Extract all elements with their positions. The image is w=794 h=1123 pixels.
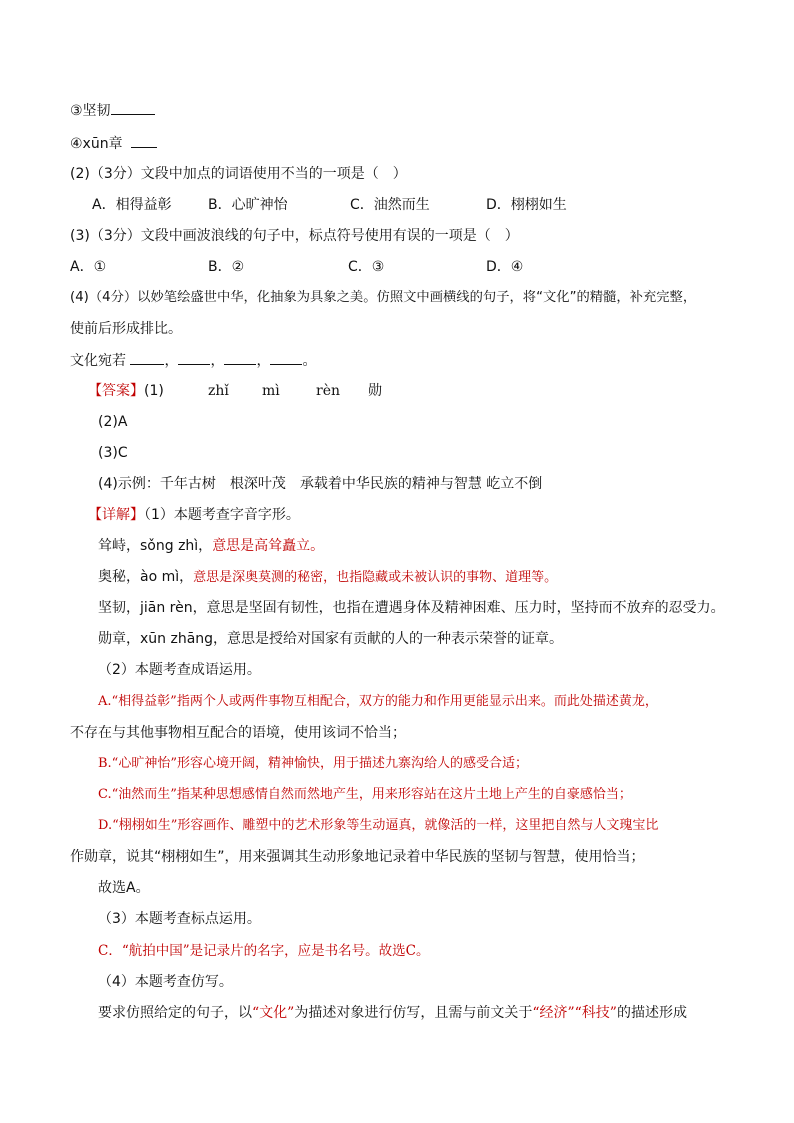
answer-1-value-3: rèn <box>316 383 340 399</box>
q3-option-a: A．① <box>70 259 107 275</box>
q4-stem: (4)（4分）以妙笔绘盛世中华，化抽象为具象之美。仿照文中画横线的句子，将“文化”的精髓，补充完整， <box>70 290 697 305</box>
comma: ， <box>164 353 179 369</box>
part-4-text-a: 要求仿照给定的句子，以 <box>98 1005 252 1021</box>
part-4-text <box>98 1003 687 1023</box>
detail-tag: 【详解】 <box>88 507 144 523</box>
q1-item-3-label: ③坚韧 <box>70 103 111 119</box>
answer-1-value-4: 勋 <box>368 383 382 399</box>
part-2-a: A.“相得益彰”指两个人或两件事物互相配合，双方的能力和作用更能显示出来。而此处描述黄龙， <box>98 694 658 709</box>
part-3-intro: （3）本题考查标点运用。 <box>98 911 261 927</box>
q2-option-b: B．心旷神怡 <box>208 197 288 213</box>
answer-blank[interactable] <box>131 133 157 148</box>
part-4-text-b: “文化” <box>252 1005 295 1021</box>
part-2-conclusion: 故选A。 <box>98 880 150 896</box>
part-4-text-e: 的描述形成 <box>616 1005 687 1021</box>
q4-fill-prefix: 文化宛若 <box>70 353 126 369</box>
q1-item-4 <box>70 133 157 154</box>
part-2-b: B.“心旷神怡”形容心境开阔，精神愉快，用于描述九寨沟给人的感受合适； <box>98 756 528 771</box>
detail-3: 坚韧，jiān rèn，意思是坚固有韧性，也指在遭遇身体及精神困难、压力时，坚持而不放弃的忍受力。 <box>98 600 725 616</box>
answer-blank[interactable] <box>130 350 164 365</box>
q4-stem-cont: 使前后形成排比。 <box>70 321 182 337</box>
part-2-d-cont: 作勋章，说其“栩栩如生”，用来强调其生动形象地记录着中华民族的坚韧与智慧，使用恰当； <box>70 849 645 865</box>
part-4-text-d: “经济”“科技” <box>532 1005 617 1021</box>
answer-tag: 【答案】 <box>88 383 144 399</box>
answer-2: (2)A <box>98 414 128 430</box>
answer-1-value-1: zhǐ <box>208 383 229 399</box>
answer-blank[interactable] <box>111 100 155 115</box>
q3-option-b: B．② <box>208 259 245 275</box>
part-2-a-cont: 不存在与其他事物相互配合的语境，使用该词不恰当； <box>70 725 406 741</box>
q2-option-d: D．栩栩如生 <box>486 197 567 213</box>
part-4-intro: （4）本题考查仿写。 <box>98 974 233 990</box>
q2-option-a: A．相得益彰 <box>92 197 172 213</box>
answer-1-value-2: mì <box>262 383 280 399</box>
part-2-c: C.“油然而生”指某种思想感情自然而然地产生，用来形容站在这片土地上产生的自豪感恰当； <box>98 787 632 802</box>
q1-item-3 <box>70 100 155 121</box>
detail-2-meaning: 意思是深奥莫测的秘密，也指隐藏或未被认识的事物、道理等。 <box>193 570 558 585</box>
q4-fill-line <box>70 350 316 371</box>
detail-intro: （1）本题考查字音字形。 <box>144 507 300 523</box>
answer-line-1 <box>88 381 164 401</box>
period: 。 <box>302 353 317 369</box>
detail-4: 勋章，xūn zhāng，意思是授给对国家有贡献的人的一种表示荣誉的证章。 <box>98 631 564 647</box>
part-4-text-c: 为描述对象进行仿写，且需与前文关于 <box>294 1005 533 1021</box>
detail-2 <box>98 567 557 588</box>
answer-1-label: (1) <box>144 383 164 399</box>
q3-option-d: D．④ <box>486 259 524 275</box>
part-2-intro: （2）本题考查成语运用。 <box>98 662 261 678</box>
detail-2-term: 奥秘，ào mì， <box>98 569 194 585</box>
q2-option-c: C．油然而生 <box>350 197 430 213</box>
detail-1 <box>98 536 324 556</box>
answer-blank[interactable] <box>178 350 210 365</box>
part-2-d: D.“栩栩如生”形容画作、雕塑中的艺术形象等生动逼真，就像活的一样，这里把自然与人文瑰宝比 <box>98 818 659 833</box>
detail-1-term: 耸峙，sǒng zhì， <box>98 538 213 554</box>
detail-heading <box>88 505 300 525</box>
answer-3: (3)C <box>98 445 128 461</box>
q3-option-c: C．③ <box>348 259 385 275</box>
q3-stem: (3)（3分）文段中画波浪线的句子中，标点符号使用有误的一项是（ ） <box>70 228 519 244</box>
comma: ， <box>210 353 225 369</box>
answer-blank[interactable] <box>224 350 256 365</box>
detail-1-meaning: 意思是高耸矗立。 <box>212 538 325 554</box>
q2-stem: (2)（3分）文段中加点的词语使用不当的一项是（ ） <box>70 166 407 182</box>
q1-item-4-label: ④xūn章 <box>70 136 123 152</box>
answer-4: (4)示例：千年古树 根深叶茂 承载着中华民族的精神与智慧 屹立不倒 <box>98 476 543 492</box>
part-3-answer: C．“航拍中国”是记录片的名字，应是书名号。故选C。 <box>98 943 430 959</box>
comma: ， <box>256 353 271 369</box>
answer-blank[interactable] <box>270 350 302 365</box>
